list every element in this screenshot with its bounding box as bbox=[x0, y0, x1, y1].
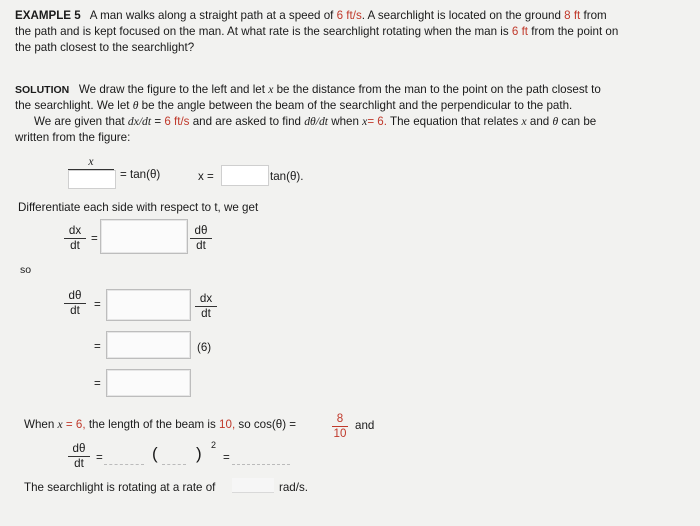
eq4-input-2[interactable] bbox=[162, 450, 186, 465]
eq1-denominator-input[interactable] bbox=[68, 170, 116, 189]
final-unit: rad/s. bbox=[279, 481, 308, 494]
solution-line-1: SOLUTION We draw the figure to the left and let x be the distance from the man to the point on the path closest to bbox=[15, 83, 601, 96]
eq2-dxdt: dx dt bbox=[64, 225, 86, 252]
when-line: When x = 6, the length of the beam is 10, so cos(θ) = bbox=[24, 418, 297, 431]
solution-line-3: We are given that dx/dt = 6 ft/s and are asked to find dθ/dt when x= 6. The equation that relates x and θ can be bbox=[34, 115, 597, 128]
eq3-input-1[interactable] bbox=[106, 289, 191, 321]
eq1-tan: tan(θ). bbox=[270, 170, 304, 183]
so-label: so bbox=[20, 264, 32, 276]
final-text: The searchlight is rotating at a rate of bbox=[24, 481, 216, 494]
man-distance-value: 6 ft bbox=[511, 25, 529, 38]
eq1-x-equals: x = bbox=[198, 170, 214, 183]
differentiate-text: Differentiate each side with respect to t, we get bbox=[18, 201, 259, 214]
final-rate-input[interactable] bbox=[232, 478, 274, 493]
problem-line-3: the path closest to the searchlight? bbox=[15, 41, 195, 54]
distance-value: 8 ft bbox=[564, 9, 581, 22]
solution-line-4: written from the figure: bbox=[15, 131, 131, 144]
eq3-input-2[interactable] bbox=[106, 331, 191, 359]
eq3-input-3[interactable] bbox=[106, 369, 191, 397]
eq2-dthetadt: dθ dt bbox=[190, 225, 212, 252]
eq3-dxdt: dx dt bbox=[195, 293, 217, 320]
eq4-dthetadt: dθ dt bbox=[68, 443, 90, 470]
cos-fraction: 8 10 bbox=[333, 412, 347, 440]
eq2-input[interactable] bbox=[100, 219, 188, 254]
eq4-input-1[interactable] bbox=[104, 450, 144, 465]
eq1-fraction: x bbox=[68, 156, 114, 171]
problem-line-1: EXAMPLE 5 A man walks along a straight path at a speed of 6 ft/s. A searchlight is located on the ground 8 ft from bbox=[15, 9, 607, 22]
eq3-dthetadt: dθ dt bbox=[64, 290, 86, 317]
problem-line-2: the path and is kept focused on the man. At what rate is the searchlight rotating when the man is 6 ft from the point on bbox=[15, 25, 619, 38]
eq4-result-input[interactable] bbox=[232, 450, 290, 465]
eq1-rhs: = tan(θ) bbox=[120, 168, 161, 181]
solution-label: SOLUTION bbox=[15, 84, 70, 96]
solution-line-2: the searchlight. We let θ be the angle between the beam of the searchlight and the perpendicular to the path. bbox=[15, 99, 573, 112]
eq1-coefficient-input[interactable] bbox=[221, 165, 269, 186]
example-label: EXAMPLE 5 bbox=[15, 9, 81, 22]
eq3-six: (6) bbox=[197, 341, 212, 354]
speed-value: 6 ft/s bbox=[336, 9, 362, 22]
